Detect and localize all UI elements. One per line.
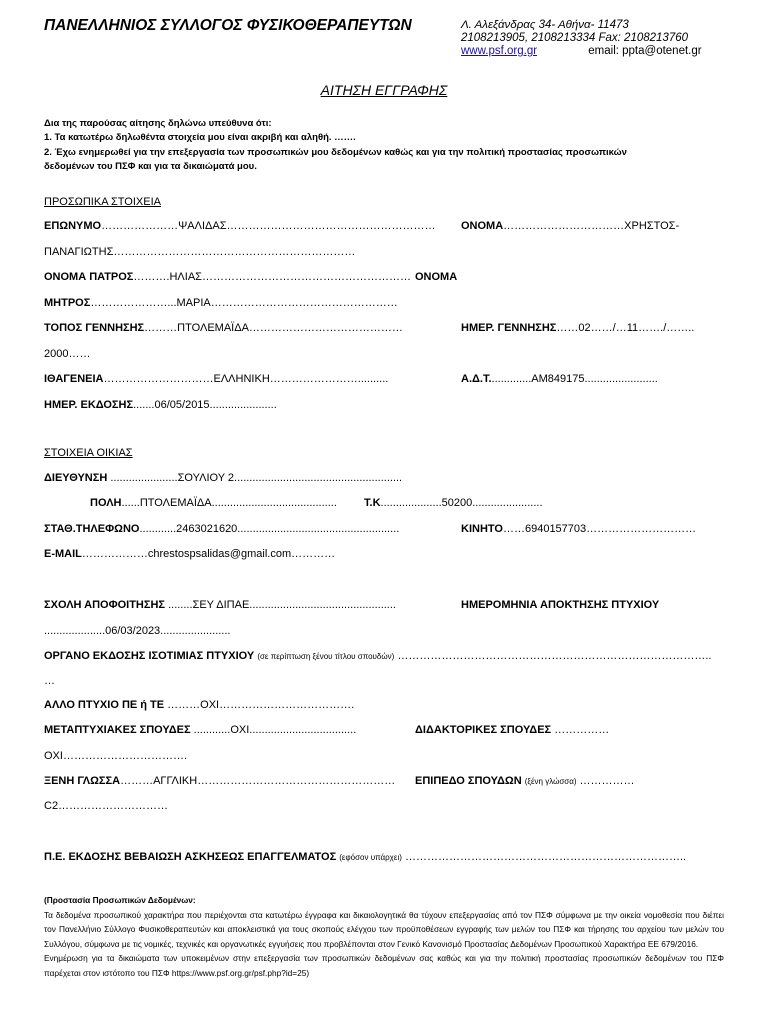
birthdate-field[interactable]: [461, 322, 694, 334]
organization-phones: 2108213905, 2108213334 Fax: 2108213760: [461, 32, 689, 44]
birthdate-label: ΗΜΕΡ. ΓΕΝΝΗΣΗΣ: [461, 322, 557, 334]
mobile-field[interactable]: [461, 523, 696, 535]
language-value: ………ΑΓΓΛΙΚΗ………………………………………………: [120, 775, 396, 787]
master-value: ............ΟΧΙ...................................: [190, 724, 357, 736]
id-number-field[interactable]: [461, 373, 658, 385]
birthdate-value: ……02……/…11……./……..: [556, 322, 695, 334]
declaration-line-2: 2. Έχω ενημερωθεί για την επεξεργασία των προσωπικών μου δεδομένων καθώς και για την πολιτική προστασίας προσωπικών: [44, 147, 627, 158]
school-field[interactable]: [44, 599, 396, 611]
website-link[interactable]: www.psf.org.gr: [461, 45, 538, 57]
section-home: ΣΤΟΙΧΕΙΑ ΟΙΚΙΑΣ: [44, 447, 133, 459]
surname-value: …………………ΨΑΛΙΔΑΣ…………………………………………………: [101, 220, 436, 232]
name-field[interactable]: [461, 220, 679, 232]
practice-certificate-note: (εφόσον υπάρχει): [339, 853, 402, 862]
zip-field[interactable]: [364, 497, 543, 509]
school-label: ΣΧΟΛΗ ΑΠΟΦΟΙΤΗΣΗΣ: [44, 599, 166, 611]
mobile-label: ΚΙΝΗΤΟ: [461, 523, 503, 535]
address-label: ΔΙΕΥΘΥΝΣΗ: [44, 472, 108, 484]
birthplace-value: ………ΠΤΟΛΕΜΑΪΔΑ……………………………………: [144, 322, 403, 334]
organization-name: ΠΑΝΕΛΛΗΝΙΟΣ ΣΥΛΛΟΓΟΣ ΦΥΣΙΚΟΘΕΡΑΠΕΥΤΩΝ: [44, 17, 412, 34]
birthplace-label: ΤΟΠΟΣ ΓΕΝΝΗΣΗΣ: [44, 322, 145, 334]
phd-field[interactable]: [415, 724, 609, 736]
nationality-value: …………………………ΕΛΛΗΝΙΚΗ……………………..........: [103, 373, 389, 385]
privacy-heading: (Προστασία Προσωπικών Δεδομένων:: [44, 895, 196, 905]
phd-label: ΔΙΔΑΚΤΟΡΙΚΕΣ ΣΠΟΥΔΕΣ: [415, 724, 552, 736]
id-number-label: Α.Δ.Τ.: [461, 373, 492, 385]
phone-value: ............2463021620.....................................................: [139, 523, 400, 535]
graduation-date-label: ΗΜΕΡΟΜΗΝΙΑ ΑΠΟΚΤΗΣΗΣ ΠΤΥΧΙΟΥ: [461, 599, 660, 611]
mother-name-field[interactable]: [44, 297, 398, 309]
birthplace-field[interactable]: [44, 322, 403, 334]
father-name-field[interactable]: [44, 271, 411, 283]
practice-certificate-label: Π.Ε. ΕΚΔΟΣΗΣ ΒΕΒΑΙΩΣΗ ΑΣΚΗΣΕΩΣ ΕΠΑΓΓΕΛΜΑΤΟΣ: [44, 851, 337, 863]
other-degree-label: ΑΛΛΟ ΠΤΥΧΙΟ ΠΕ ή ΤΕ: [44, 699, 165, 711]
master-label: ΜΕΤΑΠΤΥΧΙΑΚΕΣ ΣΠΟΥΔΕΣ: [44, 724, 191, 736]
birthdate-continuation: 2000……: [44, 348, 91, 360]
name-continuation: ΠΑΝΑΓΙΩΤΗΣ…………………………………………………………: [44, 246, 356, 258]
declaration-intro: Δια της παρούσας αίτησης δηλώνω υπεύθυνα ότι:: [44, 118, 272, 129]
address-field[interactable]: [44, 472, 402, 484]
phd-value: ……………: [551, 724, 610, 736]
master-field[interactable]: [44, 724, 356, 736]
privacy-text: Τα δεδομένα προσωπικού χαρακτήρα που περιέχονται στα κατωτέρω έγγραφα και δικαιολογητικά θα τύχουν επεξεργασίας από τον ΠΣΦ σύμφωνα με την οικεία νομοθεσία που διέπει τον Πανελλήνιο Σύλλογο Φυσικοθεραπευτών και αποκλειστικά για τους σκοπούς ελέγχου των προϋποθέσεων εγγραφής των μελών του ΠΣΦ και τήρησης του αρχείου των μελών του Συλλόγου, σύμφωνα με τις νομικές, τεχνικές και οργανωτικές εγγυήσεις που προβλέπονται στον Γενικό Κανονισμό Προστασίας Δεδομένων Προσωπικού Χαρακτήρα ΕΕ 679/2016.: [44, 909, 724, 949]
other-degree-field[interactable]: [44, 699, 354, 711]
zip-value: ....................50200.......................: [380, 497, 543, 509]
privacy-text-2: Ενημέρωση για τα δικαιώματα των υποκειμένων στην επεξεργασία των προσωπικών δεδομένων σας καθώς και για την πολιτική προστασίας προσωπικών δεδομένων του ΠΣΦ παρέχεται στον ιστότοπο του ΠΣΦ https://www.psf.org.gr/psf.php?id=25): [44, 953, 724, 978]
equivalence-continuation: …: [44, 675, 55, 687]
language-field[interactable]: [44, 775, 395, 787]
organization-email: email: ppta@otenet.gr: [588, 45, 702, 57]
practice-certificate-field[interactable]: [44, 851, 686, 863]
issue-date-label: ΗΜΕΡ. ΕΚΔΟΣΗΣ: [44, 399, 134, 411]
equivalence-label: ΟΡΓΑΝΟ ΕΚΔΟΣΗΣ ΙΣΟΤΙΜΙΑΣ ΠΤΥΧΙΟΥ: [44, 650, 255, 662]
phone-field[interactable]: [44, 523, 399, 535]
declaration-line-3: δεδομένων του ΠΣΦ και για τα δικαιώματά μου.: [44, 161, 257, 172]
name-label: ΟΝΟΜΑ: [461, 220, 504, 232]
mobile-value: ……6940157703…………………………: [502, 523, 697, 535]
graduation-date-value[interactable]: ....................06/03/2023.......................: [44, 625, 231, 637]
nationality-field[interactable]: [44, 373, 388, 385]
address-value: ......................ΣΟΥΛΙΟΥ 2.......................................................: [107, 472, 403, 484]
school-value: ........ΣΕΥ ΔΙΠΑΕ................................................: [165, 599, 396, 611]
phone-label: ΣΤΑΘ.ΤΗΛΕΦΩΝΟ: [44, 523, 140, 535]
phd-continuation: ΟΧΙ…………………………….: [44, 750, 188, 762]
language-level-continuation: C2…………………………: [44, 800, 169, 812]
surname-label: ΕΠΩΝΥΜΟ: [44, 220, 102, 232]
declaration-line-1: 1. Τα κατωτέρω δηλωθέντα στοιχεία μου είναι ακριβή και αληθή. …….: [44, 132, 356, 143]
name-value: ……………………………ΧΡΗΣΤΟΣ-: [503, 220, 680, 232]
language-level-value: ……………: [576, 775, 635, 787]
language-level-field[interactable]: [415, 775, 635, 787]
issue-date-field[interactable]: [44, 399, 277, 411]
city-field[interactable]: [90, 497, 337, 509]
issue-date-value: .......06/05/2015......................: [133, 399, 277, 411]
mother-name-value: …………………...ΜΑΡΙΑ……………………………………………: [90, 297, 398, 309]
language-level-note: (ξένη γλώσσα): [524, 777, 577, 786]
city-value: ......ΠΤΟΛΕΜΑΪΔΑ.........................................: [121, 497, 337, 509]
email-field[interactable]: [44, 548, 335, 560]
mother-label-part1: ΟΝΟΜΑ: [415, 271, 458, 283]
father-name-value: ……….ΗΛΙΑΣ…………………………………………………: [133, 271, 411, 283]
city-label: ΠΟΛΗ: [90, 497, 122, 509]
father-name-label: ΟΝΟΜΑ ΠΑΤΡΟΣ: [44, 271, 134, 283]
other-degree-value: ………ΟΧΙ……………………………….: [164, 699, 355, 711]
form-title: ΑΙΤΗΣΗ ΕΓΓΡΑΦΗΣ: [320, 82, 448, 98]
email-value: ………………chrestospsalidas@gmail.com…………: [81, 548, 336, 560]
language-level-label: ΕΠΙΠΕΔΟ ΣΠΟΥΔΩΝ: [415, 775, 522, 787]
nationality-label: ΙΘΑΓΕΝΕΙΑ: [44, 373, 104, 385]
zip-label: Τ.Κ: [364, 497, 381, 509]
equivalence-field[interactable]: [44, 650, 711, 662]
organization-address: Λ. Αλεξάνδρας 34- Αθήνα- 11473: [461, 19, 629, 31]
language-label: ΞΕΝΗ ΓΛΩΣΣΑ: [44, 775, 121, 787]
section-personal: ΠΡΟΣΩΠΙΚΑ ΣΤΟΙΧΕΙΑ: [44, 196, 161, 208]
id-number-value: .............ΑΜ849175........................: [491, 373, 658, 385]
email-label: E-MAIL: [44, 548, 82, 560]
practice-certificate-value: …………………………………………………………………..: [401, 851, 687, 863]
equivalence-value: …………………………………………………………………………..: [394, 650, 712, 662]
equivalence-note: (σε περίπτωση ξένου τίτλου σπουδών): [257, 652, 395, 661]
mother-name-label: ΜΗΤΡΟΣ: [44, 297, 91, 309]
surname-field[interactable]: [44, 220, 436, 232]
privacy-section: [44, 893, 724, 980]
